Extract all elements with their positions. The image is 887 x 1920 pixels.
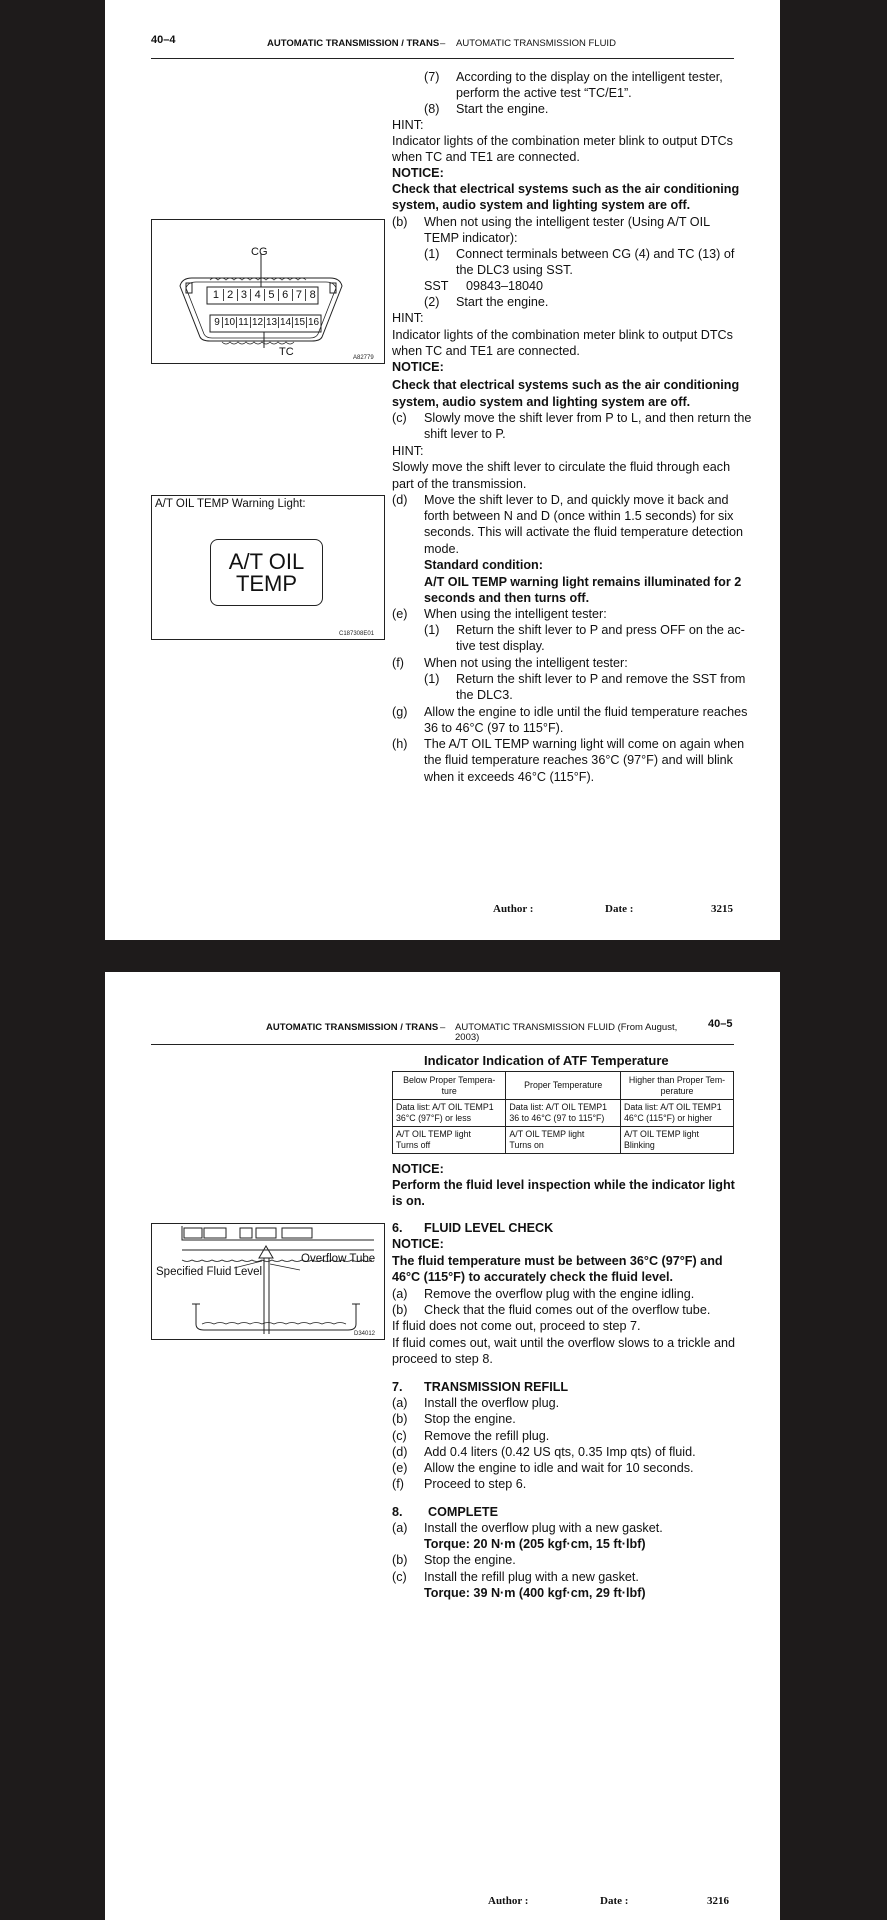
body-text: Install the overflow plug with a new gasket. bbox=[424, 1521, 663, 1535]
step-num: (g) bbox=[392, 705, 408, 719]
table-cell: Data list: A/T OIL TEMP1 46°C (115°F) or higher bbox=[621, 1100, 734, 1127]
pin: 10 bbox=[223, 317, 236, 328]
body-text: the fluid temperature reaches 36°C (97°F) and will blink bbox=[424, 753, 733, 767]
pin: 14 bbox=[279, 317, 292, 328]
page-number: 40–5 bbox=[708, 1018, 733, 1030]
step-num: (c) bbox=[392, 411, 407, 425]
standard-text: seconds and then turns off. bbox=[424, 591, 590, 605]
notice-label: NOTICE: bbox=[392, 1237, 444, 1251]
body-text: Slowly move the shift lever from P to L, and then return the bbox=[424, 411, 752, 425]
body-text: tive test display. bbox=[456, 639, 545, 653]
notice-label: NOTICE: bbox=[392, 360, 444, 374]
oil-temp-warning-lamp bbox=[210, 539, 323, 606]
step-num: (b) bbox=[392, 1553, 408, 1567]
header-cell: Proper Temperature bbox=[506, 1072, 621, 1100]
table-header-row bbox=[393, 1072, 734, 1100]
step-num: (d) bbox=[392, 1445, 408, 1459]
body-text: 36 to 46°C (97 to 115°F). bbox=[424, 721, 564, 735]
header-topic-1: AUTOMATIC TRANSMISSION FLUID (From August, bbox=[455, 1022, 678, 1033]
header-rule bbox=[151, 1044, 734, 1045]
lamp-line-1: A/T OIL bbox=[228, 549, 305, 574]
table-row bbox=[393, 1127, 734, 1154]
body-text: Install the overflow plug. bbox=[424, 1396, 560, 1410]
pin: 8 bbox=[305, 289, 319, 301]
notice-text: Check that electrical systems such as the air conditioning bbox=[392, 182, 740, 196]
notice-text: Perform the fluid level inspection while the indicator light bbox=[392, 1178, 735, 1192]
figure-code: C187308E01 bbox=[339, 631, 375, 637]
step-num: (d) bbox=[392, 493, 408, 507]
pin: 16 bbox=[307, 317, 320, 328]
body-text: when it exceeds 46°C (115°F). bbox=[424, 770, 595, 784]
notice-text: 46°C (115°F) to accurately check the fluid level. bbox=[392, 1270, 673, 1284]
body-text: forth between N and D (once within 1.5 seconds) for six bbox=[424, 509, 734, 523]
notice-text: The fluid temperature must be between 36°C (97°F) and bbox=[392, 1254, 723, 1268]
body-text: Indicator lights of the combination meter blink to output DTCs bbox=[392, 134, 733, 148]
header-dash: – bbox=[440, 1022, 446, 1033]
cg-label: CG bbox=[251, 246, 268, 258]
body-text: Start the engine. bbox=[456, 102, 549, 116]
header-dash: – bbox=[440, 38, 446, 49]
pin: 11 bbox=[236, 317, 250, 328]
step-num: (b) bbox=[392, 1303, 408, 1317]
footer-date: Date : bbox=[600, 1895, 629, 1907]
step-num: (h) bbox=[392, 737, 408, 751]
footer-author: Author : bbox=[493, 903, 534, 915]
body-text: If fluid does not come out, proceed to step 7. bbox=[392, 1319, 641, 1333]
body-text: When not using the intelligent tester: bbox=[424, 656, 628, 670]
manual-page-40-4 bbox=[105, 0, 780, 940]
body-text: Stop the engine. bbox=[424, 1412, 516, 1426]
pin: 3 bbox=[237, 289, 251, 301]
body-text: Proceed to step 6. bbox=[424, 1477, 527, 1491]
header-rule bbox=[151, 58, 734, 59]
step-num: (a) bbox=[392, 1287, 408, 1301]
body-text: If fluid comes out, wait until the overflow slows to a trickle and bbox=[392, 1336, 735, 1350]
header-section: AUTOMATIC TRANSMISSION / TRANS bbox=[266, 1022, 439, 1033]
section-title: FLUID LEVEL CHECK bbox=[424, 1221, 554, 1235]
notice-text: Check that electrical systems such as the air conditioning bbox=[392, 378, 740, 392]
section-number: 7. bbox=[392, 1380, 403, 1394]
body-text: Allow the engine to idle and wait for 10 seconds. bbox=[424, 1461, 694, 1475]
pin: 5 bbox=[264, 289, 278, 301]
section-number: 8. bbox=[392, 1505, 403, 1519]
body-text: part of the transmission. bbox=[392, 477, 527, 491]
notice-text: system, audio system and lighting system are off. bbox=[392, 395, 691, 409]
specified-fluid-level-label: Specified Fluid Level bbox=[156, 1266, 263, 1278]
step-num: (1) bbox=[424, 247, 440, 261]
table-cell: A/T OIL TEMP light Turns on bbox=[506, 1127, 621, 1154]
step-num: (b) bbox=[392, 1412, 408, 1426]
body-text: Remove the overflow plug with the engine idling. bbox=[424, 1287, 695, 1301]
page-number: 40–4 bbox=[151, 34, 176, 46]
step-num: (a) bbox=[392, 1521, 408, 1535]
torque-spec: Torque: 20 N·m (205 kgf·cm, 15 ft·lbf) bbox=[424, 1537, 646, 1551]
figure-code: D34012 bbox=[354, 1331, 376, 1337]
body-text: mode. bbox=[424, 542, 460, 556]
table-row bbox=[393, 1100, 734, 1127]
step-num: (7) bbox=[424, 70, 440, 84]
manual-page-40-5 bbox=[105, 972, 780, 1920]
indicator-table bbox=[392, 1071, 734, 1154]
body-text: Return the shift lever to P and press OFF on the ac- bbox=[456, 623, 745, 637]
section-title: TRANSMISSION REFILL bbox=[424, 1380, 569, 1394]
step-num: (b) bbox=[392, 215, 408, 229]
body-text: Stop the engine. bbox=[424, 1553, 516, 1567]
tc-label: TC bbox=[279, 346, 294, 358]
body-text: the DLC3 using SST. bbox=[456, 263, 573, 277]
sst-label: SST bbox=[424, 279, 449, 293]
step-num: (c) bbox=[392, 1570, 407, 1584]
pin: 15 bbox=[293, 317, 306, 328]
body-text: when TC and TE1 are connected. bbox=[392, 150, 580, 164]
standard-label: Standard condition: bbox=[424, 558, 543, 572]
pin: 6 bbox=[278, 289, 292, 301]
notice-label: NOTICE: bbox=[392, 1162, 444, 1176]
step-num: (f) bbox=[392, 1477, 404, 1491]
figure-title: A/T OIL TEMP Warning Light: bbox=[155, 498, 306, 510]
pin-row-bottom bbox=[212, 317, 322, 332]
body-text: perform the active test “TC/E1”. bbox=[456, 86, 632, 100]
body-text: Connect terminals between CG (4) and TC (13) of bbox=[456, 247, 735, 261]
body-text: When not using the intelligent tester (Using A/T OIL bbox=[424, 215, 711, 229]
table-cell: A/T OIL TEMP light Turns off bbox=[393, 1127, 506, 1154]
standard-text: A/T OIL TEMP warning light remains illuminated for 2 bbox=[424, 575, 742, 589]
header-cell: Below Proper Tempera- ture bbox=[393, 1072, 506, 1100]
header-topic-2: 2003) bbox=[455, 1032, 480, 1043]
torque-spec: Torque: 39 N·m (400 kgf·cm, 29 ft·lbf) bbox=[424, 1586, 646, 1600]
sst-number: 09843–18040 bbox=[466, 279, 544, 293]
body-text: Start the engine. bbox=[456, 295, 549, 309]
body-text: Install the refill plug with a new gasket. bbox=[424, 1570, 639, 1584]
pin: 12 bbox=[251, 317, 264, 328]
header-cell: Higher than Proper Tem- perature bbox=[621, 1072, 734, 1100]
notice-text: is on. bbox=[392, 1194, 425, 1208]
footer-date: Date : bbox=[605, 903, 634, 915]
hint-label: HINT: bbox=[392, 444, 424, 458]
figure-code: A82779 bbox=[353, 355, 374, 361]
fluid-level-figure bbox=[151, 1223, 385, 1340]
overflow-tube-label: Overflow Tube bbox=[301, 1253, 376, 1265]
body-text: Remove the refill plug. bbox=[424, 1429, 550, 1443]
footer-page-number: 3215 bbox=[711, 903, 733, 915]
body-text: proceed to step 8. bbox=[392, 1352, 493, 1366]
step-num: (f) bbox=[392, 656, 404, 670]
header-topic: AUTOMATIC TRANSMISSION FLUID bbox=[456, 38, 616, 49]
table-title: Indicator Indication of ATF Temperature bbox=[424, 1053, 669, 1068]
table-cell: Data list: A/T OIL TEMP1 36 to 46°C (97 to 115°F) bbox=[506, 1100, 621, 1127]
step-num: (c) bbox=[392, 1429, 407, 1443]
body-text: Return the shift lever to P and remove the SST from bbox=[456, 672, 746, 686]
oil-temp-figure bbox=[151, 495, 385, 640]
table-cell: A/T OIL TEMP light Blinking bbox=[621, 1127, 734, 1154]
body-text: the DLC3. bbox=[456, 688, 513, 702]
body-text: shift lever to P. bbox=[424, 427, 506, 441]
table-cell: Data list: A/T OIL TEMP1 36°C (97°F) or less bbox=[393, 1100, 506, 1127]
body-text: Slowly move the shift lever to circulate the fluid through each bbox=[392, 460, 731, 474]
section-title: COMPLETE bbox=[428, 1505, 498, 1519]
body-text: Move the shift lever to D, and quickly move it back and bbox=[424, 493, 729, 507]
body-text: According to the display on the intelligent tester, bbox=[456, 70, 723, 84]
body-text: TEMP indicator): bbox=[424, 231, 518, 245]
pin: 4 bbox=[250, 289, 264, 301]
notice-label: NOTICE: bbox=[392, 166, 444, 180]
lamp-line-2: TEMP bbox=[235, 571, 298, 596]
step-num: (1) bbox=[424, 672, 440, 686]
pin: 7 bbox=[292, 289, 306, 301]
pin: 1 bbox=[212, 289, 219, 301]
header-section: AUTOMATIC TRANSMISSION / TRANS bbox=[267, 38, 440, 49]
body-text: Allow the engine to idle until the fluid temperature reaches bbox=[424, 705, 748, 719]
step-num: (1) bbox=[424, 623, 440, 637]
step-num: (2) bbox=[424, 295, 440, 309]
body-text: Add 0.4 liters (0.42 US qts, 0.35 Imp qts) of fluid. bbox=[424, 1445, 696, 1459]
step-num: (8) bbox=[424, 102, 440, 116]
body-text: The A/T OIL TEMP warning light will come on again when bbox=[424, 737, 745, 751]
step-num: (e) bbox=[392, 1461, 408, 1475]
step-num: (a) bbox=[392, 1396, 408, 1410]
body-text: seconds. This will activate the fluid temperature detection bbox=[424, 525, 743, 539]
dlc3-figure bbox=[151, 219, 385, 364]
section-number: 6. bbox=[392, 1221, 403, 1235]
pin: 9 bbox=[214, 317, 220, 328]
hint-label: HINT: bbox=[392, 118, 424, 132]
notice-text: system, audio system and lighting system are off. bbox=[392, 198, 691, 212]
pin: 13 bbox=[265, 317, 278, 328]
pin: 2 bbox=[223, 289, 237, 301]
pin-row-top bbox=[209, 289, 319, 304]
body-text: when TC and TE1 are connected. bbox=[392, 344, 580, 358]
footer-page-number: 3216 bbox=[707, 1895, 729, 1907]
body-text: Check that the fluid comes out of the overflow tube. bbox=[424, 1303, 711, 1317]
transmission-pan-drawing bbox=[152, 1224, 384, 1339]
footer-author: Author : bbox=[488, 1895, 529, 1907]
body-text: When using the intelligent tester: bbox=[424, 607, 607, 621]
body-text: Indicator lights of the combination meter blink to output DTCs bbox=[392, 328, 733, 342]
hint-label: HINT: bbox=[392, 311, 424, 325]
step-num: (e) bbox=[392, 607, 408, 621]
